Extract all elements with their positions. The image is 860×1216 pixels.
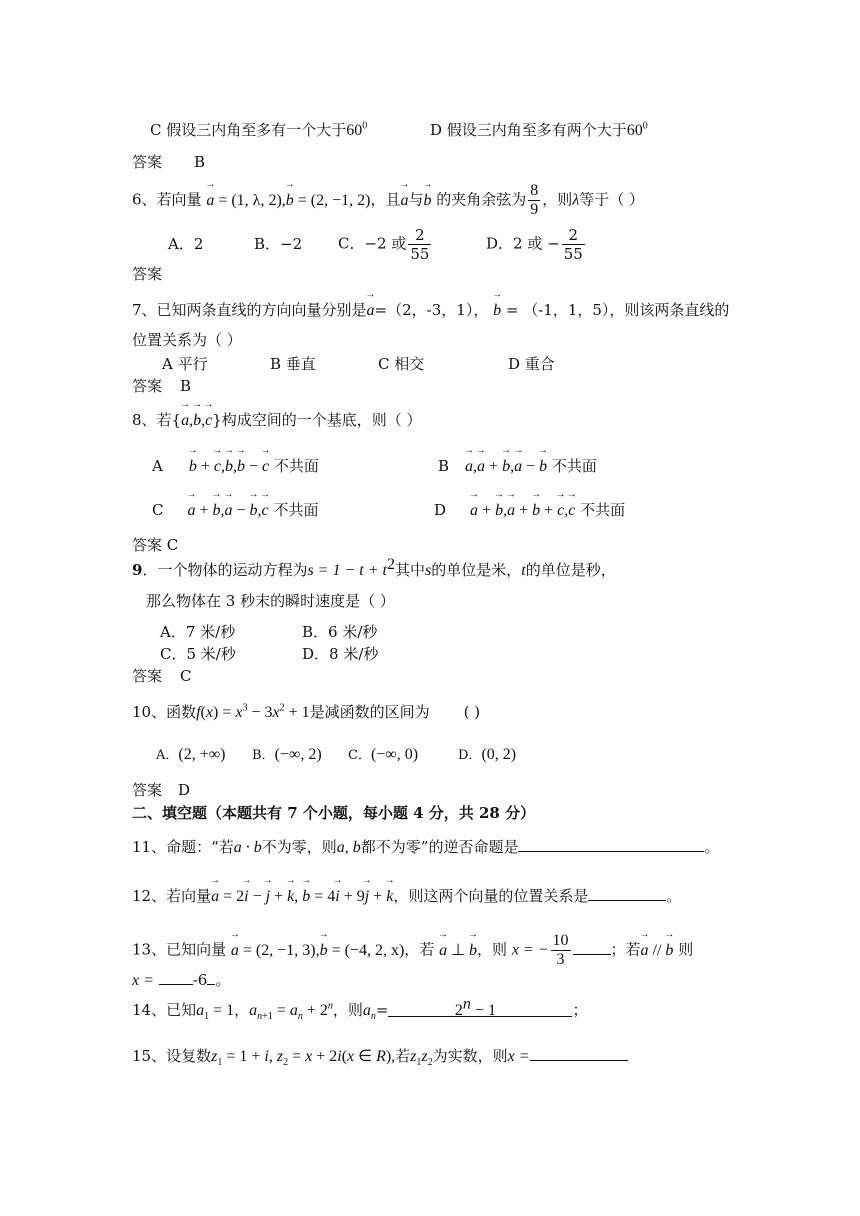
q9-answer: 答案 C xyxy=(132,667,192,685)
q12-stem: 12、若向量→ a = 2→ i − → j + → k, → b = 4→ i + 9→ j + → k，则这两个向量的位置关系是 。 xyxy=(132,884,681,907)
q14-stem: 14、已知$a_1 = 1$，$a_{n+1} = a_n + 2^n$，则$a_n= 2^n - 1$ ； xyxy=(132,995,588,1023)
q7-stem-line1: 7、已知两条直线的方向向量分别是→ a=（2，-3，1）， → b = （-1，1，5），则该两条直线的 xyxy=(132,300,729,321)
q8-option-a: A→ b + → c,→ b,→ b − → c 不共面 xyxy=(152,456,319,477)
q8-option-b: B→ a,→ a + → b,→ a − → b 不共面 xyxy=(438,456,597,477)
q5-option-c: C 假设三内角至多有一个大于$60^0$ xyxy=(150,120,368,139)
q10-options: A．(2, +∞) B．(−∞, 2) C．(−∞, 0) D．(0, 2) xyxy=(156,746,517,763)
q13-answer-blank-2[interactable] xyxy=(159,968,193,985)
q11-stem: 11、命题：“若a · b不为零，则a, b都不为零”的逆否命题是 。 xyxy=(132,835,719,858)
q13-fraction: $\frac{10}{3}$ xyxy=(552,932,569,968)
q6-options: A．2 B．−2 C．−2 或 $\frac{2}{55}$ D．2 或 − $\frac{2}{55}$ xyxy=(168,226,583,263)
q7-stem-line2: 位置关系为（ ） xyxy=(132,331,242,349)
q9-options-row2: C．5 米/秒 D．8 米/秒 xyxy=(160,645,379,663)
q13-stem: 13、已知向量 → a = (2, −1, 3),→ b = (−4, 2, x)，若 → a ⊥ → b，则 x = − $\frac{10}{3}$ ；若→ a // → b 则 xyxy=(132,932,693,969)
q12-answer-blank[interactable] xyxy=(588,884,666,901)
q8-answer: 答案 C xyxy=(132,536,179,554)
q9-stem-line1: 9．一个物体的运动方程为$s = 1 - t + t^2$其中s的单位是米，t的单位是秒， xyxy=(132,556,616,579)
q7-options: A 平行 B 垂直 C 相交 D 重合 xyxy=(162,355,555,373)
q10-stem: 10、函数$f(x) = x^3 - 3x^2 + 1$是减函数的区间为 ( ) xyxy=(132,702,481,721)
q13-line2: x = -6 。 xyxy=(132,968,230,991)
q7-answer: 答案 B xyxy=(132,377,192,395)
q8-option-c: C→ a + → b,→ a − → b,→ c 不共面 xyxy=(152,500,318,521)
q10-answer: 答案 D xyxy=(132,781,191,799)
q11-answer-blank[interactable] xyxy=(518,835,704,852)
q8-option-d: D→ a + → b,→ a + → b + → c,→ c 不共面 xyxy=(434,500,625,521)
q8-stem: 8、若{→ a,→ b,→ c}构成空间的一个基底，则（ ） xyxy=(132,410,422,431)
q5-option-d: D 假设三内角至多有两个大于$60^0$ xyxy=(430,120,648,139)
section-2-title: 二、填空题（本题共有 7 个小题，每小题 4 分，共 28 分） xyxy=(132,804,536,822)
q9-stem-line2: 那么物体在 3 秒末的瞬时速度是（ ） xyxy=(146,592,395,610)
q6-cosine-fraction: $\frac{8}{9}$ xyxy=(530,182,539,218)
q6-stem: 6、若向量 → a = (1, λ, 2),→ b = (2, −1, 2)，且→ a与→ b 的夹角余弦为 $\frac{8}{9}$ ，则λ等于（ ） xyxy=(132,182,644,219)
q9-options-row1: A．7 米/秒 B．6 米/秒 xyxy=(160,623,378,641)
q15-stem: 15、设复数$z_1 = 1 + i$, $z_2 = x + 2i(x$ ∈ R),若$z_1z_2$为实数，则x = xyxy=(132,1044,628,1067)
q5-answer: 答案 B xyxy=(132,153,206,171)
q15-answer-blank[interactable] xyxy=(530,1044,628,1061)
q6-answer: 答案 xyxy=(132,265,163,283)
q13-answer-blank-1[interactable] xyxy=(573,938,611,955)
q14-answer-blank[interactable]: 2$^n$ − 1 xyxy=(388,1000,572,1017)
